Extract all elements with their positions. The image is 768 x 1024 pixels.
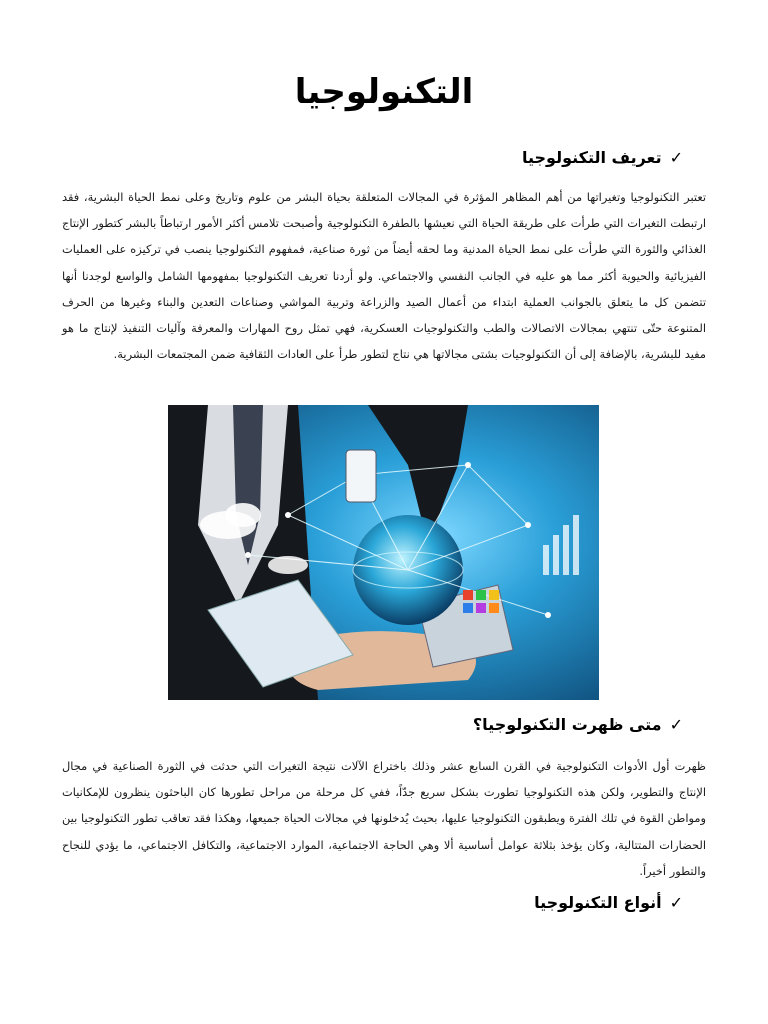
section-heading-definition: ✓تعريف التكنولوجيا (521, 148, 683, 167)
definition-paragraph: تعتبر التكنولوجيا وتغيراتها من أهم المظاهر المؤثرة في المجالات المتعلقة بحياة البشر من علوم وتاريخ وعلى نمط الحياة البشرية، فقد ارتبطت التغيرات التي طرأت على طريقة الحياة التي نعيشها بالطفرة التكنولوجية وأصبحت تلامس أكثر الأمور ارتباطاً بالبشر كتطور الإنتاج الغذائي والثورة التي طرأت على نمط الحياة المدنية وما لحقه أيضاً من ثورة صناعية، فمفهوم التكنولوجيا ينصب في تركيزه على العمليات الفيزيائية والحيوية أكثر مما هو عليه في الجانب النفسي والاجتماعي. ولو أردنا تعريف التكنولوجيا بمفهومها الشامل والواسع لوجدنا أنها تتضمن كل ما يتعلق بالجوانب العملية ابتداء من أعمال الصيد والزراعة وتربية المواشي وصناعات التعدين والبناء وغيرها من الحرف المتنوعة حتّى تنتهي بمجالات الاتصالات والطب والتكنولوجيات العسكرية، فهي تمثل روح المهارات والمعرفة وآليات التنفيذ لإنتاج ما هو مفيد للبشرية، بالإضافة إلى أن التكنولوجيات بشتى مجالاتها هي نتاج لتطور طرأ على العادات الثقافية ضمن المجتمعات البشرية. (62, 190, 706, 362)
origin-paragraph: ظهرت أول الأدوات التكنولوجية في القرن السابع عشر وذلك باختراع الآلات نتيجة التغيرات التي حدثت في الثورة الصناعية في مجال الإنتاج والتطوير، ولكن هذه التكنولوجيا تطورت بشكل سريع جدّاً، ففي كل مرحلة من مراحل تطورها كان الباحثون ينظرون للإمكانيات ومواطن القوة في تلك الفترة ويطبقون التكنولوجيا عليها، بحيث يُدخلونها في مجالات الحياة جميعها، وهكذا فقد تعاقب تطور التكنولوجيا بين الحضارات المتتالية، وكان يؤخذ بثلاثة عوامل أساسية ألا وهي الحاجة الاجتماعية، الموارد الاجتماعية، والتكافل الاجتماعي، ما يؤدي للنجاح والتطور أخيراً. (62, 759, 706, 878)
technology-image-icon (168, 405, 599, 700)
section-heading-types: ✓أنواع التكنولوجيا (534, 893, 683, 912)
technology-illustration (168, 405, 599, 700)
check-icon: ✓ (669, 715, 683, 734)
page-title: التكنولوجيا (294, 72, 474, 112)
check-icon: ✓ (669, 148, 683, 167)
section-heading-origin: ✓متى ظهرت التكنولوجيا؟ (472, 715, 683, 734)
check-icon: ✓ (669, 893, 683, 912)
